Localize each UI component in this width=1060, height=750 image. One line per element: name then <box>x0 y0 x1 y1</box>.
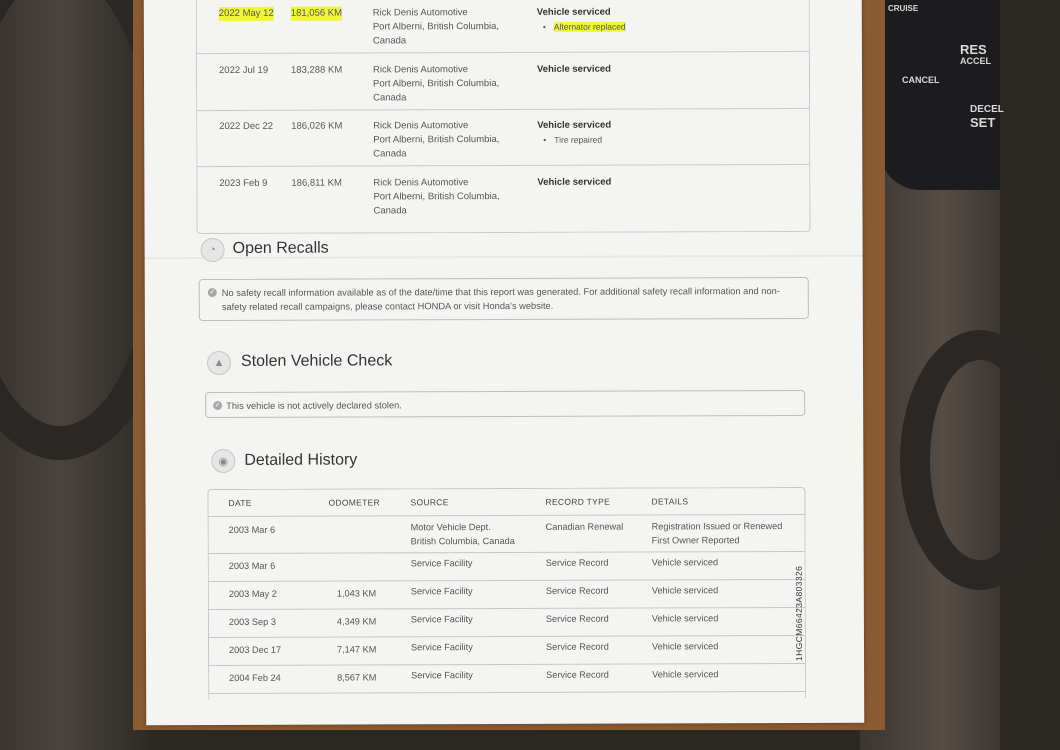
history-details <box>652 667 718 681</box>
source-line: Port Alberni, British Columbia, <box>372 21 500 33</box>
source-line: Rick Denis Automotive <box>372 7 468 19</box>
record-date: 2023 Feb 9 <box>219 177 268 189</box>
source-line: Rick Denis Automotive <box>373 120 469 132</box>
history-details <box>652 639 718 653</box>
history-details-line: First Owner Reported <box>651 535 740 546</box>
vin-number: 1HGCM66423A803326 <box>793 565 805 661</box>
history-source <box>411 668 473 682</box>
details-title: Vehicle serviced <box>537 176 612 188</box>
history-source-line: British Columbia, Canada <box>410 535 515 547</box>
history-odometer: 4,349 KM <box>336 616 377 627</box>
history-source-line: Service Facility <box>410 642 473 653</box>
details-title: Vehicle serviced <box>536 6 611 18</box>
history-details <box>652 611 718 625</box>
source-line: Rick Denis Automotive <box>372 63 469 75</box>
recall-notice <box>199 277 809 321</box>
cancel-label: CANCEL <box>902 75 940 85</box>
record-source <box>373 62 523 105</box>
record-odometer: 183,288 KM <box>290 64 343 76</box>
details-title: Vehicle serviced <box>537 119 612 131</box>
stolen-message: This vehicle is not actively declared stolen. <box>226 400 402 411</box>
record-odometer: 181,056 KM <box>290 7 343 19</box>
details-item-text: Alternator replaced <box>553 21 626 32</box>
col-source: SOURCE <box>410 497 449 508</box>
col-date: DATE <box>228 497 252 508</box>
decel-label: DECEL <box>970 104 1004 115</box>
history-date: 2003 Mar 6 <box>228 524 276 535</box>
steering-controls <box>880 0 1004 190</box>
details-item <box>543 20 626 34</box>
source-line: Rick Denis Automotive <box>373 176 469 188</box>
history-row <box>209 607 805 638</box>
col-odometer: ODOMETER <box>328 497 381 508</box>
steering-wheel-right <box>900 330 1060 590</box>
history-details-line: Vehicle serviced <box>651 613 719 624</box>
record-odometer: 186,811 KM <box>291 177 342 189</box>
service-record-row <box>197 0 809 54</box>
source-line: Canada <box>373 204 407 216</box>
record-source <box>373 119 523 162</box>
history-details <box>652 555 718 569</box>
source-line: Canada <box>373 148 407 160</box>
history-record-type: Service Record <box>545 641 609 652</box>
history-source-line: Service Facility <box>410 586 473 597</box>
history-source <box>411 584 473 598</box>
cruise-label: CRUISE <box>888 4 919 13</box>
history-source <box>411 556 473 570</box>
history-row <box>209 579 805 610</box>
history-details-line: Vehicle serviced <box>652 669 719 680</box>
history-odometer: 8,567 KM <box>337 672 377 683</box>
history-odometer: 7,147 KM <box>336 644 377 655</box>
check-icon: ✓ <box>209 289 216 297</box>
stolen-check-title: Stolen Vehicle Check <box>240 352 393 370</box>
history-details-line: Vehicle serviced <box>651 585 719 596</box>
history-source <box>411 640 473 654</box>
source-line: Port Alberni, British Columbia, <box>373 134 500 146</box>
detailed-history-table <box>207 487 806 700</box>
history-date: 2003 May 2 <box>228 588 277 599</box>
record-date: 2022 Jul 19 <box>218 64 269 76</box>
record-details <box>537 6 626 34</box>
history-date: 2004 Feb 24 <box>229 672 281 683</box>
record-odometer: 186,026 KM <box>291 120 343 132</box>
history-date: 2003 Mar 6 <box>228 560 276 571</box>
history-record-type: Service Record <box>545 557 609 568</box>
record-source <box>373 6 523 49</box>
history-source-line: Motor Vehicle Dept. <box>410 522 491 533</box>
history-source-line: Service Facility <box>410 558 473 569</box>
record-date: 2022 May 12 <box>218 7 274 19</box>
source-line: Port Alberni, British Columbia, <box>373 190 500 202</box>
record-source <box>373 175 523 218</box>
stolen-notice <box>205 390 805 418</box>
history-details-line: Registration Issued or Renewed <box>651 521 783 532</box>
history-details <box>652 519 783 547</box>
set-label: SET <box>970 115 996 130</box>
history-source-line: Service Facility <box>411 670 473 681</box>
history-date: 2003 Dec 17 <box>228 644 282 655</box>
history-row <box>209 551 805 582</box>
history-details <box>652 583 718 597</box>
history-source <box>411 612 473 626</box>
stolen-check-icon: ▲ <box>207 351 231 375</box>
check-icon: ✓ <box>214 401 221 410</box>
history-record-type: Service Record <box>546 669 609 680</box>
history-details-line: Vehicle serviced <box>651 557 719 568</box>
detailed-history-title: Detailed History <box>244 451 358 469</box>
report-page <box>144 0 865 725</box>
details-item-text: Tire repaired <box>554 134 603 145</box>
history-row <box>209 515 805 554</box>
history-source <box>411 520 515 548</box>
service-record-row <box>197 108 809 167</box>
service-records-table <box>196 0 811 234</box>
col-record-type: RECORD TYPE <box>545 496 611 507</box>
history-date: 2003 Sep 3 <box>228 616 276 627</box>
history-record-type: Service Record <box>545 613 609 624</box>
history-icon: ◉ <box>211 449 235 473</box>
history-record-type: Service Record <box>545 585 609 596</box>
col-details: DETAILS <box>651 496 689 507</box>
record-details <box>537 62 611 76</box>
source-line: Port Alberni, British Columbia, <box>373 77 500 89</box>
record-date: 2022 Dec 22 <box>219 120 274 132</box>
details-item <box>543 133 611 147</box>
source-line: Canada <box>372 35 407 47</box>
service-record-row <box>197 164 809 222</box>
record-details <box>537 119 611 147</box>
history-record-type: Canadian Renewal <box>545 521 624 532</box>
history-odometer: 1,043 KM <box>336 588 377 599</box>
record-details <box>537 175 611 189</box>
history-source-line: Service Facility <box>410 614 473 625</box>
history-row <box>209 635 805 666</box>
recall-message-line2: safety related recall campaigns, please contact HONDA or visit Honda's website. <box>221 300 554 312</box>
recall-message-line1: No safety recall information available as of the date/time that this report was generated. For additional safety recall information and non- <box>221 286 780 298</box>
details-title: Vehicle serviced <box>536 63 611 75</box>
source-line: Canada <box>373 91 407 103</box>
history-row <box>209 663 805 694</box>
res-label: RES <box>960 42 987 57</box>
history-details-line: Vehicle serviced <box>651 641 719 652</box>
history-table-header <box>208 488 804 517</box>
accel-label: ACCEL <box>960 56 991 66</box>
recall-icon: ◔ <box>201 238 225 262</box>
service-record-row <box>197 51 809 110</box>
open-recalls-title: Open Recalls <box>232 239 329 257</box>
